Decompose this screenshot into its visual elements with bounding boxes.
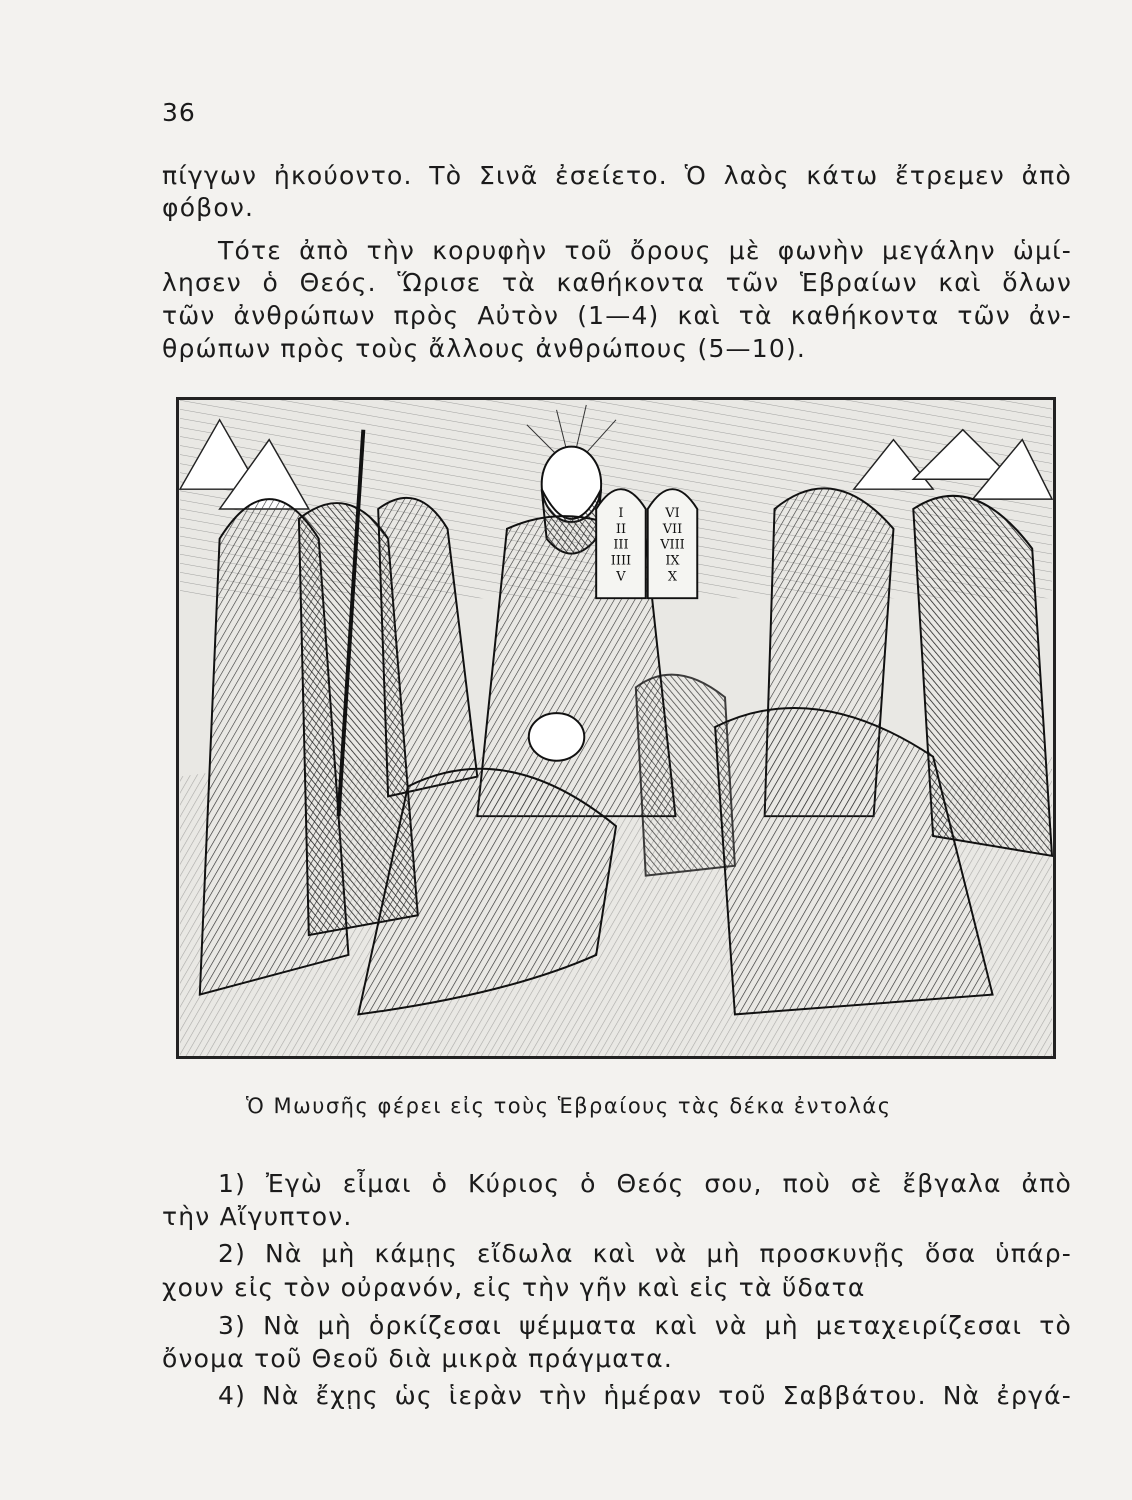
tablet-numeral: VII bbox=[662, 521, 683, 537]
tablet-numeral: VIII bbox=[660, 537, 685, 553]
commandment-line: ὄνομα τοῦ Θεοῦ διὰ μικρὰ πράγματα. bbox=[162, 1344, 673, 1373]
page-number: 36 bbox=[162, 98, 196, 127]
commandment-line: 3) Νὰ μὴ ὁρκίζεσαι ψέμματα καὶ νὰ μὴ μεταχειρίζεσαι τὸ bbox=[218, 1311, 1072, 1340]
tablet-numeral: X bbox=[667, 569, 678, 585]
commandment-line: 2) Νὰ μὴ κάμῃς εἴδωλα καὶ νὰ μὴ προσκυνῇς ὅσα ὑπάρ- bbox=[218, 1239, 1072, 1268]
paragraph-line: Τότε ἀπὸ τὴν κορυφὴν τοῦ ὄρους μὲ φωνὴν μεγάλην ὡμί- bbox=[218, 236, 1072, 265]
tablet-numeral: IX bbox=[665, 553, 680, 569]
commandment-line: τὴν Αἴγυπτον. bbox=[162, 1202, 353, 1231]
tablet-numeral: III bbox=[613, 537, 629, 553]
paragraph-line: τῶν ἀνθρώπων πρὸς Αὐτὸν (1—4) καὶ τὰ καθήκοντα τῶν ἀν- bbox=[162, 301, 1072, 330]
paragraph-line: φόβον. bbox=[162, 193, 255, 222]
moses-illustration bbox=[176, 397, 1056, 1059]
paragraph-line: λησεν ὁ Θεός. Ὥρισε τὰ καθήκοντα τῶν Ἑβραίων καὶ ὅλων bbox=[162, 268, 1072, 297]
figure-caption: Ὁ Μωυσῆς φέρει εἰς τοὺς Ἑβραίους τὰς δέκα ἐντολάς bbox=[246, 1094, 892, 1118]
paragraph-line: θρώπων πρὸς τοὺς ἄλλους ἀνθρώπους (5—10). bbox=[162, 334, 807, 363]
commandment-line: χουν εἰς τὸν οὐρανόν, εἰς τὴν γῆν καὶ εἰς τὰ ὕδατα bbox=[162, 1273, 866, 1302]
tablet-numeral: I bbox=[618, 505, 624, 521]
paragraph-line: πίγγων ἠκούοντο. Τὸ Σινᾶ ἐσείετο. Ὁ λαὸς κάτω ἔτρεμεν ἀπὸ bbox=[162, 161, 1072, 190]
tablet-numeral: VI bbox=[665, 505, 680, 521]
tablet-numeral: V bbox=[616, 569, 626, 585]
tablet-numeral: II bbox=[615, 521, 627, 537]
tablet-numeral: IIII bbox=[610, 553, 632, 569]
commandment-line: 1) Ἐγὼ εἶμαι ὁ Κύριος ὁ Θεός σου, ποὺ σὲ ἔβγαλα ἀπὸ bbox=[218, 1169, 1072, 1198]
commandment-line: 4) Νὰ ἔχῃς ὡς ἱερὰν τὴν ἡμέραν τοῦ Σαββάτου. Νὰ ἐργά- bbox=[218, 1381, 1072, 1410]
